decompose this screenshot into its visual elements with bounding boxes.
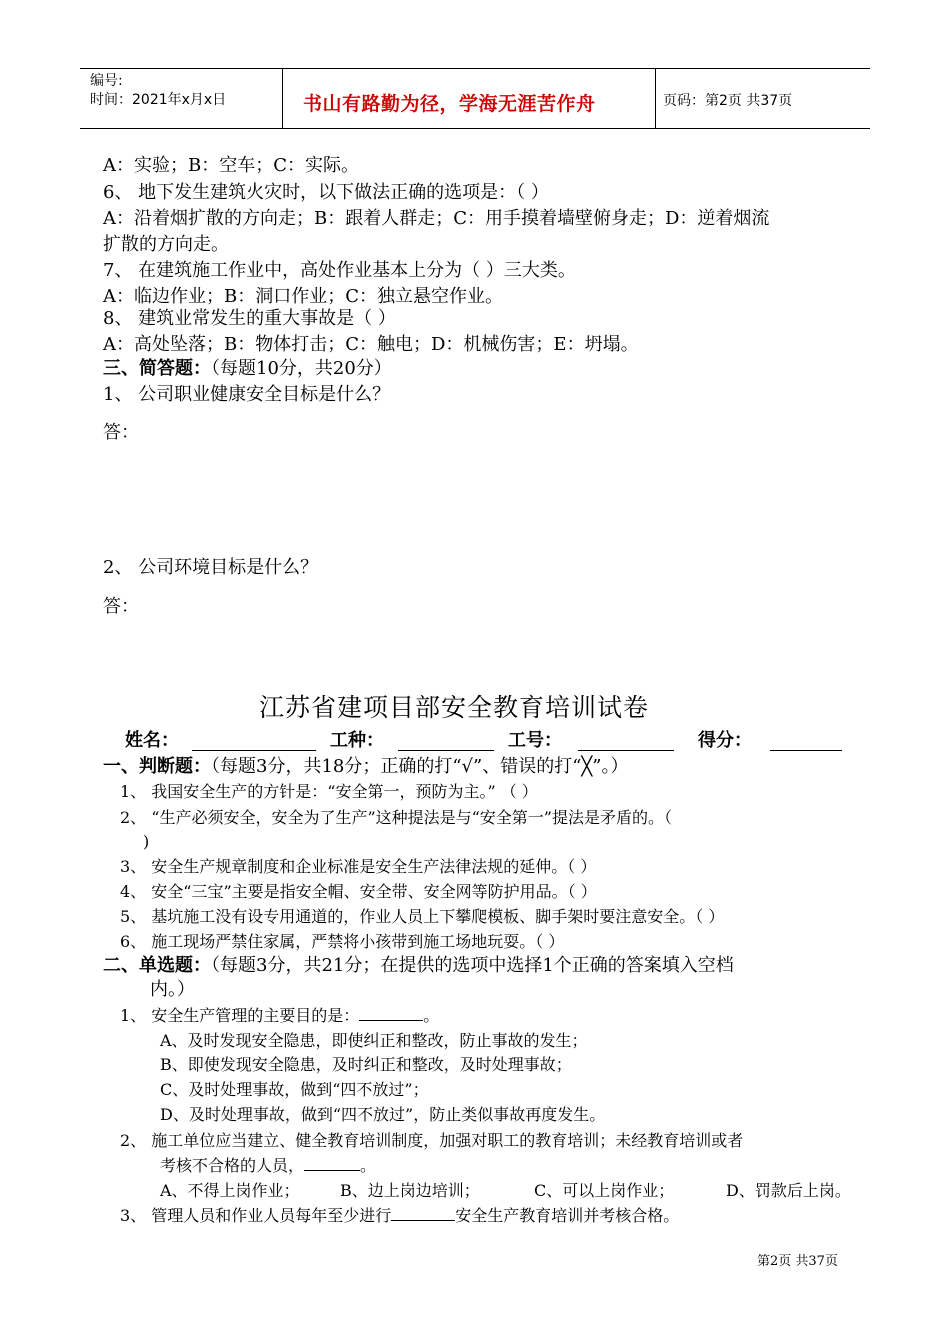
choice-3-blank[interactable] <box>391 1204 455 1221</box>
section-1-heading <box>103 754 628 780</box>
section-3-note: （每题10分，共20分） <box>211 358 392 379</box>
header-page-number: 页码：第2页 共37页 <box>663 93 793 109</box>
question-7: 7、 在建筑施工作业中，高处作业基本上分为（ ）三大类。 <box>103 260 576 281</box>
choice-2-blank[interactable] <box>304 1154 360 1171</box>
judge-3: 3、 安全生产规章制度和企业标准是安全生产法律法规的延伸。（ ） <box>120 857 597 876</box>
judge-4: 4、 安全“三宝”主要是指安全帽、安全带、安全网等防护用品。（ ） <box>120 882 597 901</box>
header-top-rule <box>80 68 870 69</box>
judge-5: 5、 基坑施工没有设专用通道的，作业人员上下攀爬模板、脚手架时要注意安全。（ ） <box>120 907 725 926</box>
score-blank[interactable] <box>770 732 842 751</box>
choice-2: 2、 施工单位应当建立、健全教育培训制度，加强对职工的教育培训；未经教育培训或者 <box>120 1131 744 1150</box>
choice-1-blank[interactable] <box>359 1004 423 1021</box>
score-label: 得分： <box>698 730 752 751</box>
choice-1-end: 。 <box>423 1006 440 1025</box>
choice-1-option-b: B、即使发现安全隐患，及时纠正和整改，及时处理事故； <box>160 1055 572 1074</box>
section-2-note-cont: 内。） <box>150 979 195 1000</box>
question-6-options-cont: 扩散的方向走。 <box>103 234 229 255</box>
name-blank[interactable] <box>192 732 316 751</box>
section-2-note: （每题3分，共21分；在提供的选项中选择1个正确的答案填入空档 <box>211 955 734 976</box>
choice-2-cont-text: 考核不合格的人员， <box>160 1156 305 1175</box>
choice-1-text: 1、 安全生产管理的主要目的是： <box>120 1006 360 1025</box>
choice-3 <box>120 1204 679 1228</box>
question-6: 6、 地下发生建筑火灾时，以下做法正确的选项是：（ ） <box>103 182 549 203</box>
question-7-options: A：临边作业；B：洞口作业；C：独立悬空作业。 <box>103 286 503 307</box>
section-1-title: 一、判断题： <box>103 756 211 777</box>
question-6-options: A：沿着烟扩散的方向走；B：跟着人群走；C：用手摸着墙壁俯身走；D：逆着烟流 <box>103 208 770 229</box>
section-2-heading <box>103 953 734 979</box>
footer-page-number: 第2页 共37页 <box>757 1254 838 1269</box>
choice-1-option-d: D、及时处理事故，做到“四不放过”，防止类似事故再度发生。 <box>160 1105 606 1124</box>
choice-2-option-c: C、可以上岗作业； <box>534 1181 675 1200</box>
judge-2-cont: ) <box>143 832 150 851</box>
short-answer-1: 1、 公司职业健康安全目标是什么？ <box>103 384 391 405</box>
section-3-title: 三、简答题： <box>103 358 211 379</box>
judge-1: 1、 我国安全生产的方针是：“安全第一，预防为主。” （ ） <box>120 782 538 801</box>
exam-title: 江苏省建项目部安全教育培训试卷 <box>259 693 650 722</box>
question-8-options: A：高处坠落；B：物体打击；C：触电；D：机械伤害；E：坍塌。 <box>103 334 639 355</box>
answer-2-label: 答： <box>103 596 139 617</box>
work-type-label: 工种： <box>330 730 384 751</box>
choice-2-option-a: A、不得上岗作业； <box>160 1181 300 1200</box>
judge-2: 2、 “生产必须安全，安全为了生产”这种提法是与“安全第一”提法是矛盾的。（ <box>120 808 672 827</box>
section-2-title: 二、单选题： <box>103 955 211 976</box>
header-date: 时间：2021年x月x日 <box>90 92 227 108</box>
choice-3-end: 安全生产教育培训并考核合格。 <box>455 1206 680 1225</box>
question-5-options: A：实验；B：空车；C：实际。 <box>103 155 359 176</box>
answer-1-label: 答： <box>103 422 139 443</box>
choice-3-text: 3、 管理人员和作业人员每年至少进行 <box>120 1206 392 1225</box>
section-3-heading <box>103 356 392 382</box>
choice-1-option-a: A、及时发现安全隐患，即使纠正和整改，防止事故的发生； <box>160 1031 588 1050</box>
header-divider-1 <box>282 68 283 128</box>
section-1-note: （每题3分，共18分；正确的打“√”、错误的打“╳”。） <box>211 756 629 777</box>
employee-id-label: 工号： <box>508 730 562 751</box>
header-serial: 编号: <box>90 73 123 89</box>
header-bottom-rule <box>80 128 870 129</box>
choice-2-cont <box>160 1154 376 1178</box>
header-motto: 书山有路勤为径，学海无涯苦作舟 <box>303 93 596 115</box>
question-8: 8、 建筑业常发生的重大事故是（ ） <box>103 308 396 329</box>
work-type-blank[interactable] <box>398 732 494 751</box>
choice-2-option-d: D、罚款后上岗。 <box>726 1181 851 1200</box>
choice-2-end: 。 <box>360 1156 377 1175</box>
short-answer-2: 2、 公司环境目标是什么？ <box>103 557 319 578</box>
header-divider-2 <box>655 68 656 128</box>
employee-id-blank[interactable] <box>578 732 674 751</box>
judge-6: 6、 施工现场严禁住家属，严禁将小孩带到施工场地玩耍。（ ） <box>120 932 565 951</box>
choice-2-option-b: B、边上岗边培训； <box>340 1181 480 1200</box>
choice-1-option-c: C、及时处理事故，做到“四不放过”； <box>160 1080 429 1099</box>
choice-1 <box>120 1004 439 1028</box>
name-label: 姓名： <box>125 730 179 751</box>
